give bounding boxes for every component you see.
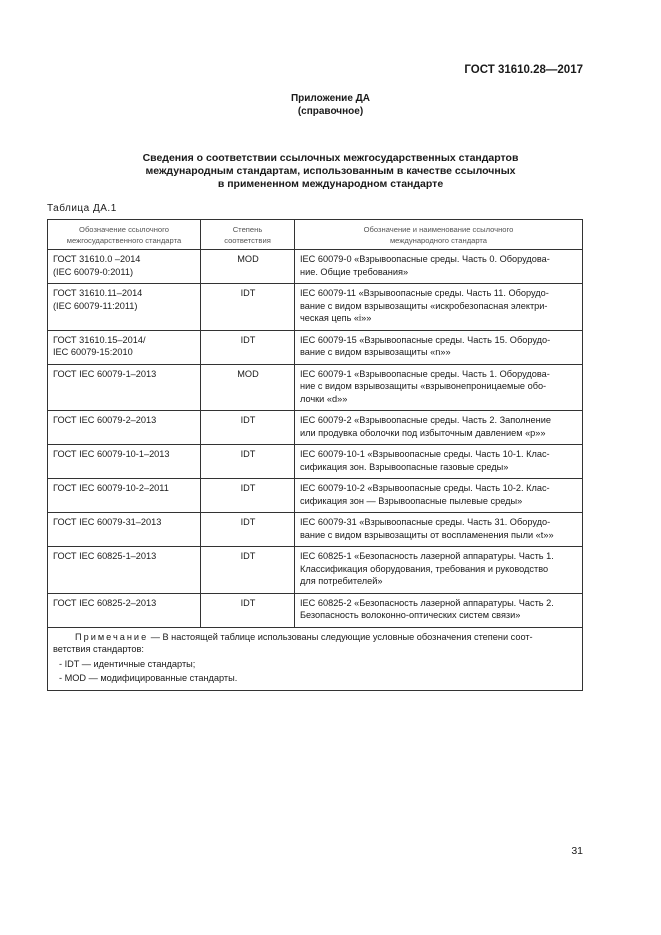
- cell-line: ГОСТ 31610.15–2014/: [53, 334, 146, 345]
- table-row: [48, 284, 583, 331]
- cell-degree: IDT: [201, 479, 295, 513]
- note-text-line: ветствия стандартов:: [53, 644, 144, 654]
- cell-interstate-standard: [48, 284, 201, 331]
- cell-line: IEC 60079-15 «Взрывоопасные среды. Часть 15. Оборудо-: [300, 334, 551, 345]
- cell-international-standard: [295, 593, 583, 627]
- cell-line: IEC 60079-1 «Взрывоопасные среды. Часть 1. Оборудова-: [300, 368, 550, 379]
- table-header-row: [48, 220, 583, 250]
- annex-title-line: Приложение ДА: [290, 93, 371, 104]
- table-row: [48, 593, 583, 627]
- cell-line: лочки «d»»: [300, 393, 348, 404]
- table-row: [48, 364, 583, 411]
- cell-international-standard: [295, 411, 583, 445]
- note-item: - IDT — идентичные стандарты;: [59, 658, 196, 669]
- cell-line: вание с видом взрывозащиты «n»»: [300, 347, 451, 357]
- cell-line: Классификация оборудования, требования и руководство: [300, 563, 549, 574]
- cell-interstate-standard: [48, 593, 201, 627]
- cell-line: ГОСТ IEC 60079-10-1–2013: [53, 449, 170, 459]
- header-international-standard: [295, 220, 583, 250]
- cell-line: (IEC 60079-0:2011): [53, 266, 134, 277]
- table-caption: Таблица ДА.1: [47, 203, 117, 214]
- cell-line: IEC 60079-11 «Взрывоопасные среды. Часть 11. Оборудо-: [300, 288, 549, 298]
- section-heading-line: Сведения о соответствии ссылочных межгосударственных стандартов: [142, 152, 519, 164]
- header-line: межгосударственного стандарта: [66, 236, 182, 245]
- note-label: Примечание: [75, 631, 149, 642]
- cell-international-standard: [295, 250, 583, 284]
- cell-line: Безопасность волоконно-оптических систем связи»: [300, 610, 521, 620]
- cell-international-standard: [295, 547, 583, 594]
- table-row: [48, 513, 583, 547]
- cell-interstate-standard: [48, 513, 201, 547]
- cell-line: IEC 60079-15:2010: [53, 347, 133, 357]
- cell-international-standard: [295, 513, 583, 547]
- section-heading-line: международным стандартам, использованным в качестве ссылочных: [145, 165, 516, 177]
- cell-line: ческая цепь «i»»: [300, 313, 372, 323]
- cell-international-standard: [295, 445, 583, 479]
- cell-line: ГОСТ IEC 60079-2–2013: [53, 415, 157, 425]
- table-row: [48, 330, 583, 364]
- document-number: ГОСТ 31610.28—2017: [464, 64, 583, 76]
- cell-line: ние с видом взрывозащиты «взрывонепроницаемые обо-: [300, 381, 547, 391]
- cell-degree: IDT: [201, 284, 295, 331]
- cell-line: для потребителей»: [300, 576, 383, 586]
- cell-line: ГОСТ IEC 60079-31–2013: [53, 517, 162, 527]
- cell-line: ГОСТ 31610.0 –2014: [53, 254, 141, 264]
- header-degree: [201, 220, 295, 250]
- header-line: Степень: [232, 225, 263, 234]
- cell-line: IEC 60079-0 «Взрывоопасные среды. Часть 0. Оборудова-: [300, 254, 550, 264]
- standards-table: [47, 219, 583, 691]
- cell-degree: MOD: [201, 250, 295, 284]
- cell-interstate-standard: [48, 364, 201, 411]
- table-row: [48, 411, 583, 445]
- cell-line: IEC 60825-1 «Безопасность лазерной аппаратуры. Часть 1.: [300, 551, 554, 561]
- table-row: [48, 547, 583, 594]
- cell-international-standard: [295, 364, 583, 411]
- note-text-line: — В настоящей таблице использованы следующие условные обозначения степени соот-: [148, 631, 533, 642]
- annex-title: [0, 92, 661, 118]
- section-heading-line: в примененном международном стандарте: [217, 178, 444, 190]
- cell-line: IEC 60079-31 «Взрывоопасные среды. Часть 31. Оборудо-: [300, 517, 551, 527]
- cell-line: ГОСТ IEC 60079-10-2–2011: [53, 483, 169, 493]
- table-row: [48, 250, 583, 284]
- annex-subtitle: (справочное): [297, 106, 364, 117]
- cell-line: ГОСТ 31610.11–2014: [53, 288, 143, 298]
- header-line: соответствия: [224, 236, 271, 245]
- cell-interstate-standard: [48, 411, 201, 445]
- cell-line: ГОСТ IEC 60825-1–2013: [53, 551, 157, 561]
- header-interstate-standard: [48, 220, 201, 250]
- note-item: - MOD — модифицированные стандарты.: [59, 673, 238, 683]
- cell-degree: MOD: [201, 364, 295, 411]
- cell-line: вание с видом взрывозащиты «искробезопасная электри-: [300, 300, 548, 311]
- cell-line: IEC 60079-10-1 «Взрывоопасные среды. Часть 10-1. Клас-: [300, 449, 550, 459]
- table-row: [48, 479, 583, 513]
- cell-degree: IDT: [201, 330, 295, 364]
- header-line: Обозначение и наименование ссылочного: [363, 225, 514, 234]
- cell-line: вание с видом взрывозащиты от воспламенения пыли «t»»: [300, 529, 554, 540]
- cell-international-standard: [295, 479, 583, 513]
- cell-interstate-standard: [48, 330, 201, 364]
- cell-degree: IDT: [201, 411, 295, 445]
- cell-line: IEC 60079-2 «Взрывоопасные среды. Часть 2. Заполнение: [300, 415, 551, 425]
- cell-line: IEC 60825-2 «Безопасность лазерной аппаратуры. Часть 2.: [300, 597, 554, 608]
- cell-interstate-standard: [48, 547, 201, 594]
- section-heading: [0, 152, 661, 191]
- cell-line: сификация зон. Взрывоопасные газовые среды»: [300, 461, 509, 472]
- table-row: [48, 445, 583, 479]
- cell-line: (IEC 60079-11:2011): [53, 300, 138, 311]
- cell-line: IEC 60079-10-2 «Взрывоопасные среды. Часть 10-2. Клас-: [300, 483, 550, 493]
- cell-international-standard: [295, 330, 583, 364]
- cell-line: сификация зон — Взрывоопасные пылевые среды»: [300, 495, 523, 506]
- cell-degree: IDT: [201, 445, 295, 479]
- cell-line: ГОСТ IEC 60079-1–2013: [53, 368, 157, 379]
- table-note-row: [48, 627, 583, 690]
- cell-degree: IDT: [201, 513, 295, 547]
- cell-degree: IDT: [201, 547, 295, 594]
- cell-degree: IDT: [201, 593, 295, 627]
- cell-interstate-standard: [48, 250, 201, 284]
- cell-line: ние. Общие требования»: [300, 266, 409, 277]
- cell-international-standard: [295, 284, 583, 331]
- header-line: Обозначение ссылочного: [79, 225, 169, 234]
- cell-interstate-standard: [48, 445, 201, 479]
- cell-interstate-standard: [48, 479, 201, 513]
- table-note: [48, 627, 583, 690]
- header-line: международного стандарта: [389, 236, 488, 245]
- cell-line: или продувка оболочки под избыточным давлением «p»»: [300, 427, 546, 438]
- page-number: 31: [571, 845, 583, 857]
- cell-line: ГОСТ IEC 60825-2–2013: [53, 597, 157, 608]
- note-text: [53, 631, 578, 644]
